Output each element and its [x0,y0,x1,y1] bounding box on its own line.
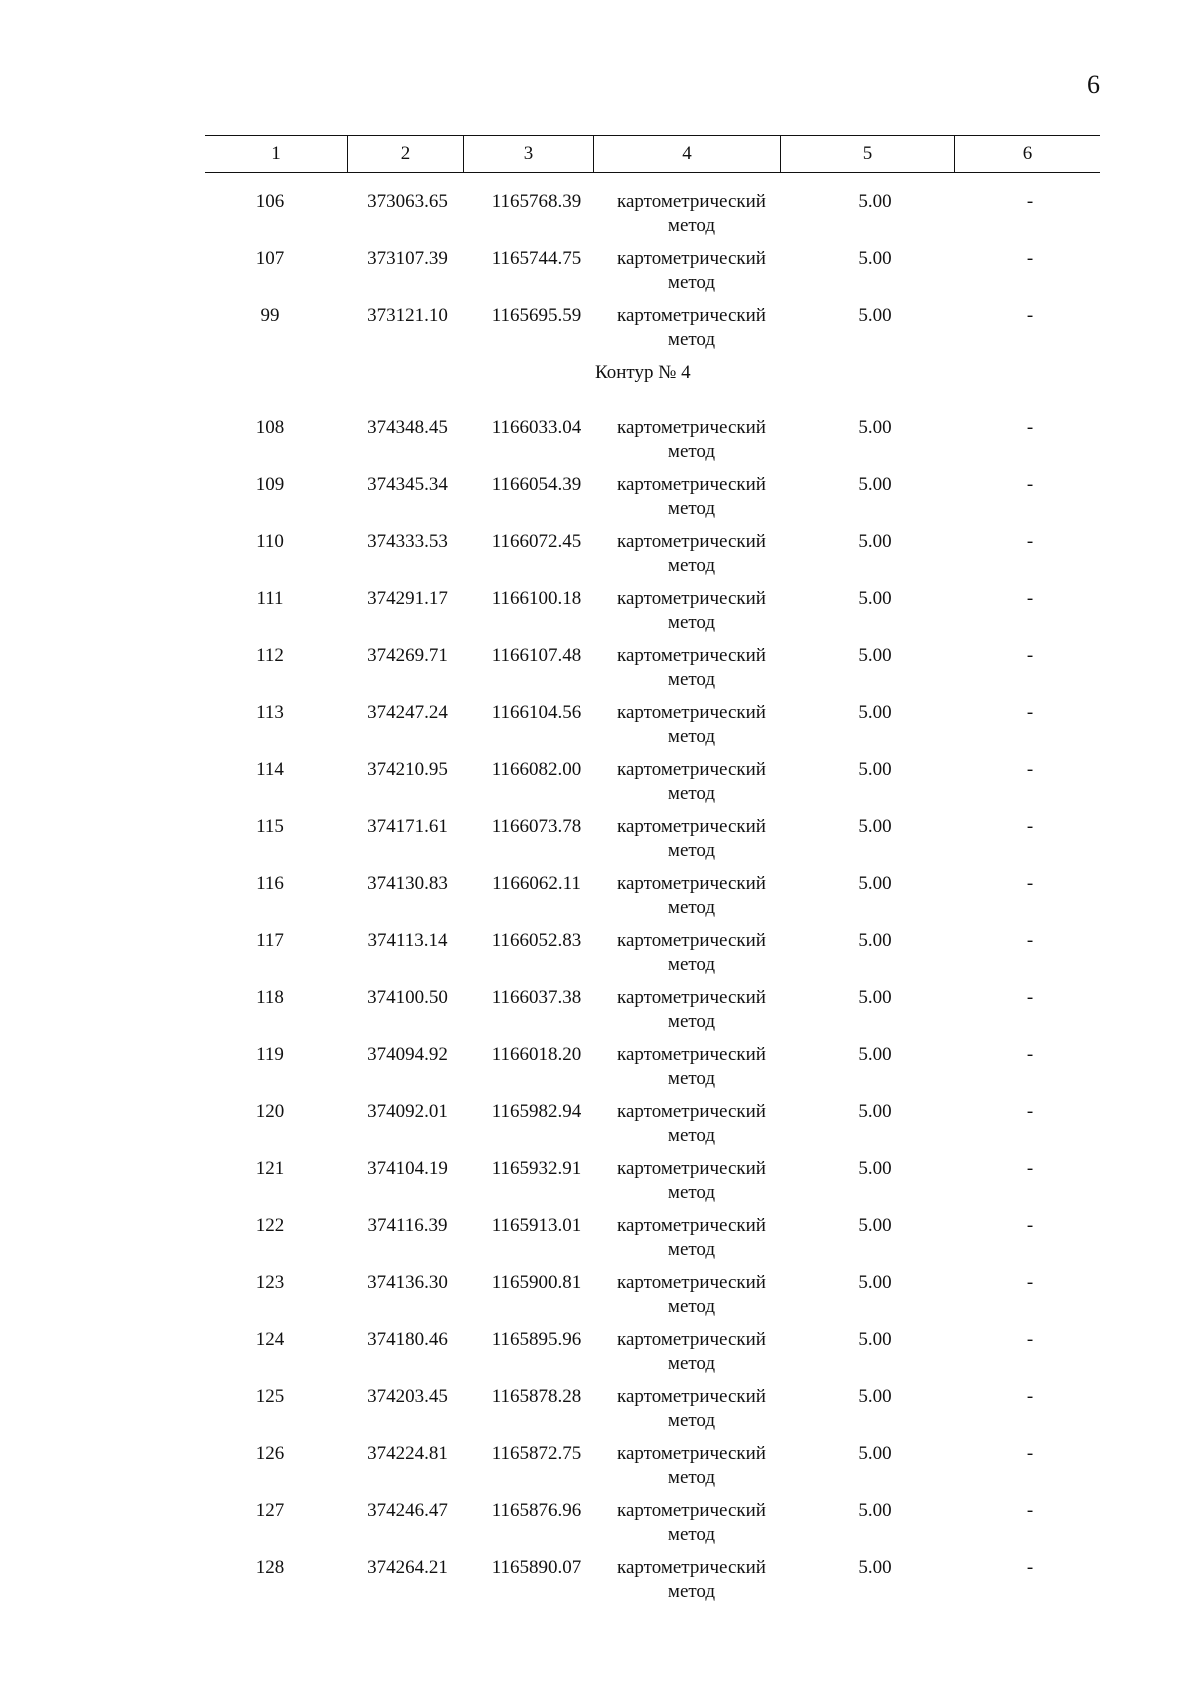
accuracy-cell: 5.00 [858,1500,892,1521]
table-row [205,701,1100,758]
accuracy-cell: 5.00 [858,1272,892,1293]
coord-y-cell: 1165913.01 [491,1215,582,1236]
note-cell: - [1026,1386,1034,1407]
accuracy-cell: 5.00 [858,191,892,212]
method-cell [593,1499,790,1556]
method-line-2: метод [667,1296,716,1317]
point-number-cell: 113 [256,702,284,723]
point-number-cell: 126 [255,1443,285,1464]
table-header [205,135,1100,173]
coord-y-cell: 1165695.59 [491,305,582,326]
section-title-text: Контур № 4 [595,362,691,383]
point-number-cell: 107 [255,248,285,269]
coord-y-cell: 1165982.94 [491,1101,582,1122]
method-line-2: метод [667,329,716,350]
coord-x-cell: 374130.83 [367,873,448,894]
table-row [205,1043,1100,1100]
coord-y-cell: 1166072.45 [491,531,582,552]
point-number-cell: 111 [256,588,284,609]
point-number-cell: 108 [255,417,285,438]
method-line-2: метод [667,272,716,293]
accuracy-cell: 5.00 [858,1044,892,1065]
method-line-2: метод [667,840,716,861]
method-line-2: метод [667,1467,716,1488]
method-line-1: картометрический [617,1044,766,1065]
method-line-2: метод [667,783,716,804]
coord-y-cell: 1166018.20 [491,1044,582,1065]
accuracy-cell: 5.00 [858,588,892,609]
method-line-2: метод [667,1011,716,1032]
accuracy-cell: 5.00 [858,1158,892,1179]
coord-x-cell: 374104.19 [367,1158,448,1179]
method-line-1: картометрический [617,417,766,438]
coord-y-cell: 1165872.75 [491,1443,582,1464]
accuracy-cell: 5.00 [858,248,892,269]
coord-y-cell: 1165900.81 [491,1272,582,1293]
note-cell: - [1026,248,1034,269]
accuracy-cell: 5.00 [858,305,892,326]
method-line-1: картометрический [617,531,766,552]
note-cell: - [1026,305,1034,326]
method-line-1: картометрический [617,1500,766,1521]
method-cell [593,473,790,530]
table-row [205,416,1100,473]
coord-x-cell: 373121.10 [367,305,448,326]
method-cell [593,1385,790,1442]
method-line-1: картометрический [617,1158,766,1179]
method-line-2: метод [667,612,716,633]
method-line-2: метод [667,1068,716,1089]
table-row [205,644,1100,701]
table-row [205,1328,1100,1385]
method-line-1: картометрический [617,816,766,837]
point-number-cell: 121 [255,1158,285,1179]
method-line-1: картометрический [617,1272,766,1293]
method-line-2: метод [667,1353,716,1374]
method-cell [593,872,790,929]
accuracy-cell: 5.00 [858,1386,892,1407]
method-line-2: метод [667,441,716,462]
header-col-4: 4 [593,136,780,172]
header-col-2: 2 [347,136,463,172]
note-cell: - [1026,588,1034,609]
point-number-cell: 122 [255,1215,285,1236]
coord-y-cell: 1165932.91 [491,1158,582,1179]
header-col-6: 6 [954,136,1100,172]
note-cell: - [1026,417,1034,438]
coord-x-cell: 374094.92 [367,1044,448,1065]
point-number-cell: 116 [256,873,284,894]
coord-y-cell: 1165878.28 [491,1386,582,1407]
note-cell: - [1026,1044,1034,1065]
method-line-1: картометрический [617,1101,766,1122]
method-line-2: метод [667,1125,716,1146]
method-cell [593,1328,790,1385]
table-row [205,247,1100,304]
table-row [205,1157,1100,1214]
accuracy-cell: 5.00 [858,417,892,438]
point-number-cell: 120 [255,1101,285,1122]
table-row [205,1100,1100,1157]
method-line-2: метод [667,498,716,519]
method-line-1: картометрический [617,248,766,269]
coord-y-cell: 1166104.56 [491,702,582,723]
point-number-cell: 115 [256,816,284,837]
header-col-5: 5 [780,136,954,172]
coord-x-cell: 374116.39 [367,1215,448,1236]
accuracy-cell: 5.00 [858,816,892,837]
coord-y-cell: 1165744.75 [491,248,582,269]
coord-y-cell: 1166037.38 [491,987,582,1008]
method-cell [593,1157,790,1214]
point-number-cell: 124 [255,1329,285,1350]
note-cell: - [1026,191,1034,212]
header-col-3: 3 [463,136,593,172]
accuracy-cell: 5.00 [858,1329,892,1350]
method-line-2: метод [667,1524,716,1545]
coord-x-cell: 374246.47 [367,1500,448,1521]
method-line-2: метод [667,954,716,975]
table-row [205,758,1100,815]
point-number-cell: 128 [255,1557,285,1578]
method-cell [593,190,790,247]
method-cell [593,1214,790,1271]
method-cell [593,530,790,587]
point-number-cell: 112 [256,645,284,666]
method-line-1: картометрический [617,702,766,723]
accuracy-cell: 5.00 [858,1443,892,1464]
coord-x-cell: 374269.71 [367,645,448,666]
coord-y-cell: 1165876.96 [491,1500,582,1521]
point-number-cell: 127 [255,1500,285,1521]
coord-x-cell: 374171.61 [367,816,448,837]
table-row [205,1499,1100,1556]
method-cell [593,587,790,644]
table-row [205,1214,1100,1271]
method-cell [593,1271,790,1328]
accuracy-cell: 5.00 [858,1557,892,1578]
row-group-a [205,190,1100,361]
method-line-1: картометрический [617,588,766,609]
method-line-1: картометрический [617,873,766,894]
coord-y-cell: 1166054.39 [491,474,582,495]
method-line-2: метод [667,1182,716,1203]
table-row [205,1442,1100,1499]
method-line-1: картометрический [617,191,766,212]
table-row [205,1385,1100,1442]
method-line-1: картометрический [617,1329,766,1350]
coord-y-cell: 1166073.78 [491,816,582,837]
coord-y-cell: 1166082.00 [491,759,582,780]
section-title [205,361,1100,416]
note-cell: - [1026,1557,1034,1578]
table-row [205,587,1100,644]
point-number-cell: 119 [256,1044,284,1065]
accuracy-cell: 5.00 [858,474,892,495]
table-row [205,986,1100,1043]
table-row [205,304,1100,361]
note-cell: - [1026,759,1034,780]
coord-y-cell: 1165895.96 [491,1329,582,1350]
note-cell: - [1026,873,1034,894]
accuracy-cell: 5.00 [858,702,892,723]
table-row [205,190,1100,247]
table-row [205,530,1100,587]
header-col-1: 1 [271,143,281,164]
method-cell [593,247,790,304]
point-number-cell: 123 [255,1272,285,1293]
table-row [205,1556,1100,1613]
coord-x-cell: 374264.21 [367,1557,448,1578]
method-cell [593,758,790,815]
method-line-2: метод [667,1239,716,1260]
method-cell [593,815,790,872]
method-line-1: картометрический [617,474,766,495]
note-cell: - [1026,1443,1034,1464]
accuracy-cell: 5.00 [858,645,892,666]
method-line-1: картометрический [617,1443,766,1464]
point-number-cell: 99 [260,305,280,326]
note-cell: - [1026,1329,1034,1350]
method-cell [593,1043,790,1100]
coord-x-cell: 374113.14 [367,930,448,951]
note-cell: - [1026,702,1034,723]
method-line-1: картометрический [617,1557,766,1578]
method-cell [593,701,790,758]
accuracy-cell: 5.00 [858,987,892,1008]
table-row [205,872,1100,929]
coord-x-cell: 374291.17 [367,588,448,609]
method-line-2: метод [667,555,716,576]
method-cell [593,644,790,701]
method-cell [593,929,790,986]
method-line-1: картометрический [617,1386,766,1407]
point-number-cell: 106 [255,191,285,212]
coord-x-cell: 374224.81 [367,1443,448,1464]
note-cell: - [1026,1158,1034,1179]
coord-y-cell: 1166100.18 [491,588,582,609]
accuracy-cell: 5.00 [858,873,892,894]
coord-x-cell: 374247.24 [367,702,448,723]
method-line-2: метод [667,897,716,918]
table-row [205,1271,1100,1328]
method-line-2: метод [667,215,716,236]
coord-x-cell: 374345.34 [367,474,448,495]
method-cell [593,304,790,361]
method-line-2: метод [667,726,716,747]
note-cell: - [1026,531,1034,552]
coord-x-cell: 374348.45 [367,417,448,438]
note-cell: - [1026,987,1034,1008]
row-group-b [205,416,1100,1613]
coord-x-cell: 374100.50 [367,987,448,1008]
accuracy-cell: 5.00 [858,930,892,951]
point-number-cell: 118 [256,987,284,1008]
point-number-cell: 125 [255,1386,285,1407]
method-cell [593,986,790,1043]
accuracy-cell: 5.00 [858,531,892,552]
note-cell: - [1026,474,1034,495]
note-cell: - [1026,1215,1034,1236]
coord-y-cell: 1165768.39 [491,191,582,212]
table-row [205,473,1100,530]
accuracy-cell: 5.00 [858,759,892,780]
coord-x-cell: 373063.65 [367,191,448,212]
coord-x-cell: 374210.95 [367,759,448,780]
method-cell [593,1100,790,1157]
point-number-cell: 117 [256,930,284,951]
point-number-cell: 109 [255,474,285,495]
point-number-cell: 114 [256,759,284,780]
coord-x-cell: 374333.53 [367,531,448,552]
method-line-2: метод [667,1581,716,1602]
coord-x-cell: 374136.30 [367,1272,448,1293]
note-cell: - [1026,816,1034,837]
coord-x-cell: 374092.01 [367,1101,448,1122]
coord-x-cell: 374180.46 [367,1329,448,1350]
method-line-1: картометрический [617,645,766,666]
coord-y-cell: 1166052.83 [491,930,582,951]
note-cell: - [1026,1500,1034,1521]
coord-x-cell: 374203.45 [367,1386,448,1407]
note-cell: - [1026,1272,1034,1293]
method-cell [593,416,790,473]
method-line-1: картометрический [617,1215,766,1236]
method-line-2: метод [667,1410,716,1431]
table-body [205,190,1100,1613]
note-cell: - [1026,1101,1034,1122]
method-line-1: картометрический [617,759,766,780]
note-cell: - [1026,930,1034,951]
accuracy-cell: 5.00 [858,1101,892,1122]
method-line-1: картометрический [617,305,766,326]
table-row [205,815,1100,872]
method-line-2: метод [667,669,716,690]
coord-y-cell: 1166062.11 [492,873,581,894]
note-cell: - [1026,645,1034,666]
coord-y-cell: 1166033.04 [491,417,582,438]
point-number-cell: 110 [256,531,284,552]
method-cell [593,1442,790,1499]
method-line-1: картометрический [617,987,766,1008]
method-line-1: картометрический [617,930,766,951]
accuracy-cell: 5.00 [858,1215,892,1236]
coord-y-cell: 1165890.07 [491,1557,582,1578]
method-cell [593,1556,790,1613]
coord-y-cell: 1166107.48 [491,645,582,666]
coord-x-cell: 373107.39 [367,248,448,269]
table-row [205,929,1100,986]
page-number: 6 [1087,70,1100,99]
